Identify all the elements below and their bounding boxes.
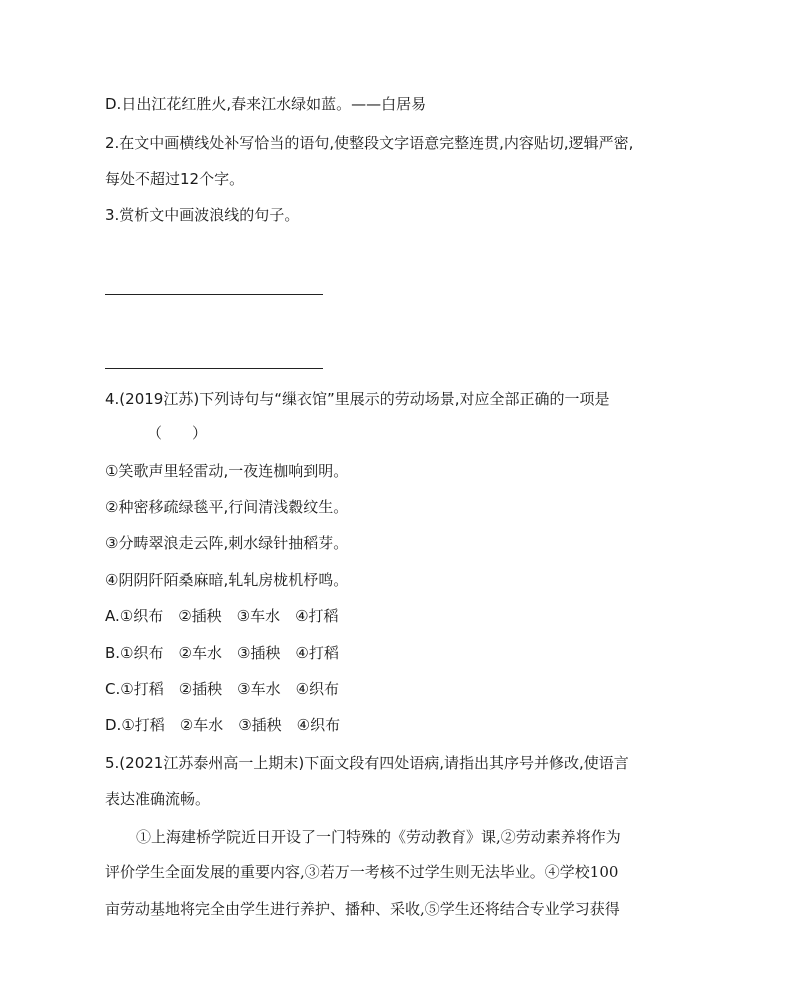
passage-line-1: ①上海建桥学院近日开设了一门特殊的《劳动教育》课,②劳动素养将作为 [136,828,621,846]
q4-option-d: D.①打稻 ②车水 ③插秧 ④织布 [105,716,341,734]
poem-line-3: ③分畴翠浪走云阵,刺水绿针抽稻芽。 [105,534,349,552]
q5-text-continued: 表达准确流畅。 [105,790,211,808]
q2-text-continued: 每处不超过12个字。 [105,170,245,188]
q4-option-c: C.①打稻 ②插秧 ③车水 ④织布 [105,680,340,698]
q4-option-a: A.①织布 ②插秧 ③车水 ④打稻 [105,607,339,625]
q2-text: 2.在文中画横线处补写恰当的语句,使整段文字语意完整连贯,内容贴切,逻辑严密, [105,134,634,152]
q4-text: 4.(2019江苏)下列诗句与“缫衣馆”里展示的劳动场景,对应全部正确的一项是 [105,390,610,408]
q4-option-b: B.①织布 ②车水 ③插秧 ④打稻 [105,644,339,662]
poem-line-4: ④阴阴阡陌桑麻暗,轧轧房栊机杼鸣。 [105,571,349,589]
poem-line-2: ②种密移疏绿毯平,行间清浅縠纹生。 [105,498,349,516]
passage-line-3: 亩劳动基地将完全由学生进行养护、播种、采收,⑤学生还将结合专业学习获得 [105,900,620,918]
passage-line-2: 评价学生全面发展的重要内容,③若万一考核不过学生则无法毕业。④学校100 [105,863,619,881]
answer-line-1[interactable] [105,294,323,295]
q1-option-d: D.日出江花红胜火,春来江水绿如蓝。——白居易 [105,95,427,113]
q4-answer-blank: （ ） [147,424,208,442]
answer-line-2[interactable] [105,368,323,369]
poem-line-1: ①笑歌声里轻雷动,一夜连枷响到明。 [105,462,349,480]
q5-text: 5.(2021江苏泰州高一上期末)下面文段有四处语病,请指出其序号并修改,使语言 [105,754,629,772]
q3-text: 3.赏析文中画波浪线的句子。 [105,206,300,224]
